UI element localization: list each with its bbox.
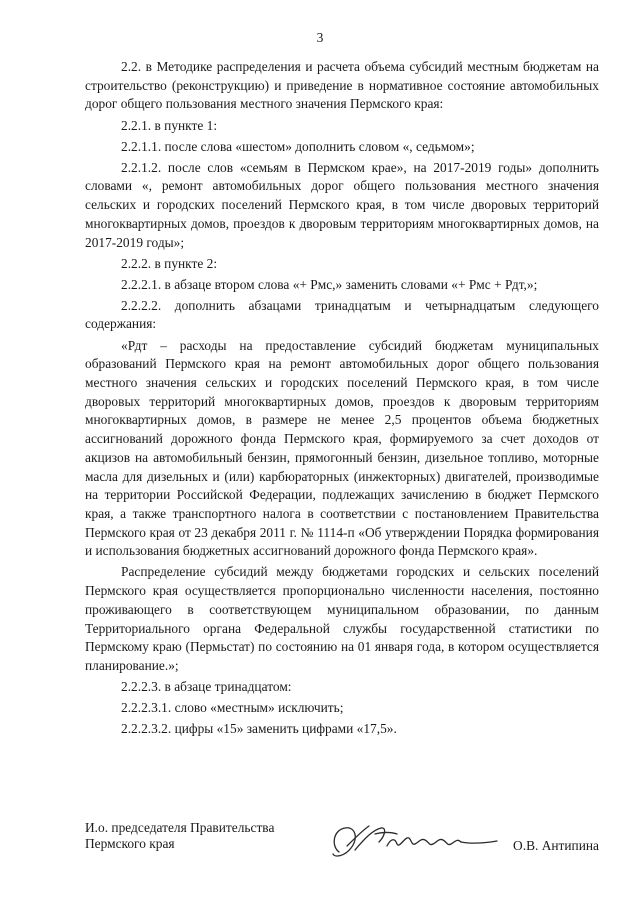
paragraph-rdt-definition: «Рдт – расходы на предоставление субсидий бюджетам муниципальных образований Пермского края на ремонт автомобильных дорог общего пользования местного значения сельских и городских поселений Пермского края, в том числе дворовых территорий многоквартирных домов, проездов к дворовым территориям многоквартирных домов, в размере не менее 2,5 процентов объема бюджетных ассигнований дорожного фонда Пермского края, формируемого за счет доходов от акцизов на автомобильный бензин, прямогонный бензин, дизельное топливо, моторные масла для дизельных и (или) карбюраторных (инжекторных) двигателей, производимые на территории Российской Федерации, подлежащих зачислению в бюджет Пермского края, а также транспортного налога в соответствии с постановлением Правительства Пермского края от 23 декабря 2011 г. № 1114-п «Об утверждении Порядка формирования и использования бюджетных ассигнований дорожного фонда Пермского края».	[85, 337, 599, 559]
handwritten-signature-icon	[325, 816, 500, 864]
paragraph-2-2-1-1: 2.2.1.1. после слова «шестом» дополнить словом «, седьмом»;	[121, 138, 475, 154]
signer-title-line-2: Пермского края	[85, 836, 175, 851]
paragraph-2-2-1-2: 2.2.1.2. после слов «семьям в Пермском крае», на 2017-2019 годы» дополнить словами «, ремонт автомобильных дорог общего пользования местного значения сельских и городских поселений Пермского края, в том числе дворовых территорий многоквартирных домов, проездов к дворовым территориям многоквартирных домов, на 2017-2019 годы»;	[85, 159, 599, 250]
paragraph-2-2-2: 2.2.2. в пункте 2:	[121, 255, 218, 271]
paragraph-2-2-2-2: 2.2.2.2. дополнить абзацами тринадцатым и четырнадцатым следующего содержания:	[85, 297, 599, 332]
paragraph-distribution: Распределение субсидий между бюджетами городских и сельских поселений Пермского края осуществляется пропорционально численности населения, постоянно проживающего в соответствующем муниципальном образовании, по данным Территориального органа Федеральной службы государственной статистики по Пермскому краю (Пермьстат) по состоянию на 01 января года, в котором осуществляется планирование.»;	[85, 564, 599, 673]
paragraph-2-2-2-3-1: 2.2.2.3.1. слово «местным» исключить;	[121, 700, 344, 716]
signer-title-line-1: И.о. председателя Правительства	[85, 820, 275, 835]
paragraph-2-2: 2.2. в Методике распределения и расчета объема субсидий местным бюджетам на строительство (реконструкцию) и приведение в нормативное состояние автомобильных дорог общего пользования местного значения Пермского края:	[85, 59, 599, 112]
paragraph-2-2-2-3: 2.2.2.3. в абзаце тринадцатом:	[121, 679, 292, 695]
paragraph-2-2-1: 2.2.1. в пункте 1:	[121, 117, 218, 133]
signer-name: О.В. Антипина	[513, 838, 599, 853]
paragraph-2-2-2-3-2: 2.2.2.3.2. цифры «15» заменить цифрами «17,5».	[121, 721, 397, 737]
signer-title	[85, 820, 274, 852]
paragraph-2-2-2-1: 2.2.2.1. в абзаце втором слова «+ Рмс,» заменить словами «+ Рмс + Рдт,»;	[121, 276, 538, 292]
signature-block	[85, 820, 605, 880]
page-number: 3	[316, 30, 324, 45]
document-body	[85, 58, 599, 741]
